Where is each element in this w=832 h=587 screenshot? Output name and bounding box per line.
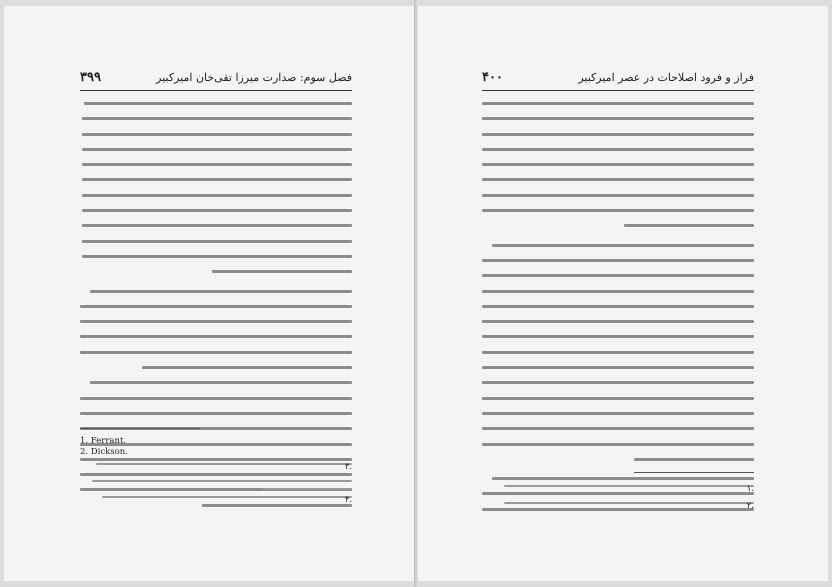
right-running-header [482,70,754,88]
text-line [80,351,352,354]
left-header-title: فصل سوم: صدارت میرزا تقی‌خان امیرکبیر [156,71,352,84]
text-line [80,412,352,415]
text-line [482,194,754,197]
text-line [482,427,754,430]
text-line [482,163,754,166]
footnote-1 [482,485,754,497]
text-line [482,148,754,151]
text-line [482,290,754,293]
left-running-header [80,70,352,88]
text-line [82,194,352,197]
footnote-4 [80,496,352,508]
text-line [82,224,352,227]
text-line [482,305,754,308]
text-line [482,397,754,400]
footnote-1: 1. Ferrant. [80,436,127,446]
text-line [482,366,754,369]
text-line [504,502,754,504]
footnote-marker: ۲. [746,501,754,511]
text-line [82,148,352,151]
text-line [80,305,352,308]
text-line [82,117,352,120]
right-page-number: ۴۰۰ [482,70,503,85]
text-line [82,209,352,212]
right-page [418,6,828,581]
text-line [482,178,754,181]
footnote-marker: ۱. [746,484,754,494]
text-line [482,133,754,136]
right-footnotes [482,480,754,514]
text-line [82,163,352,166]
footnote-2 [482,502,754,514]
text-line [212,270,352,273]
right-footnote-rule [634,472,754,473]
text-line [82,178,352,181]
left-footnotes [80,436,352,508]
left-page-number: ۳۹۹ [80,70,101,85]
text-line [504,485,754,487]
text-line [82,133,352,136]
text-line [142,366,352,369]
text-line [262,488,352,490]
text-line [482,259,754,262]
footnote-2: 2. Dickson. [80,447,128,457]
text-line [482,320,754,323]
text-line [90,290,352,293]
footnote-marker: ۴. [344,495,352,505]
text-line [482,274,754,277]
text-line [492,244,754,247]
text-line [96,463,352,465]
text-line [82,240,352,243]
right-body-text [482,102,754,523]
right-header-rule [482,90,754,91]
text-line [482,335,754,338]
right-header-title: فراز و فرود اصلاحات در عصر امیرکبیر [578,71,754,84]
text-line [482,117,754,120]
text-line [90,381,352,384]
text-line [482,209,754,212]
text-line [482,412,754,415]
left-header-rule [80,90,352,91]
text-line [80,320,352,323]
text-line [102,496,352,498]
text-line [624,224,754,227]
text-line [82,255,352,258]
text-line [634,458,754,461]
text-line [80,335,352,338]
footnote-marker: ۳. [344,462,352,472]
text-line [482,351,754,354]
text-line [92,480,352,482]
text-line [80,397,352,400]
left-page [4,6,414,581]
text-line [84,102,352,105]
text-line [482,102,754,105]
text-line [482,443,754,446]
footnote-3 [80,463,352,475]
text-line [482,381,754,384]
left-footnote-rule [80,428,200,429]
